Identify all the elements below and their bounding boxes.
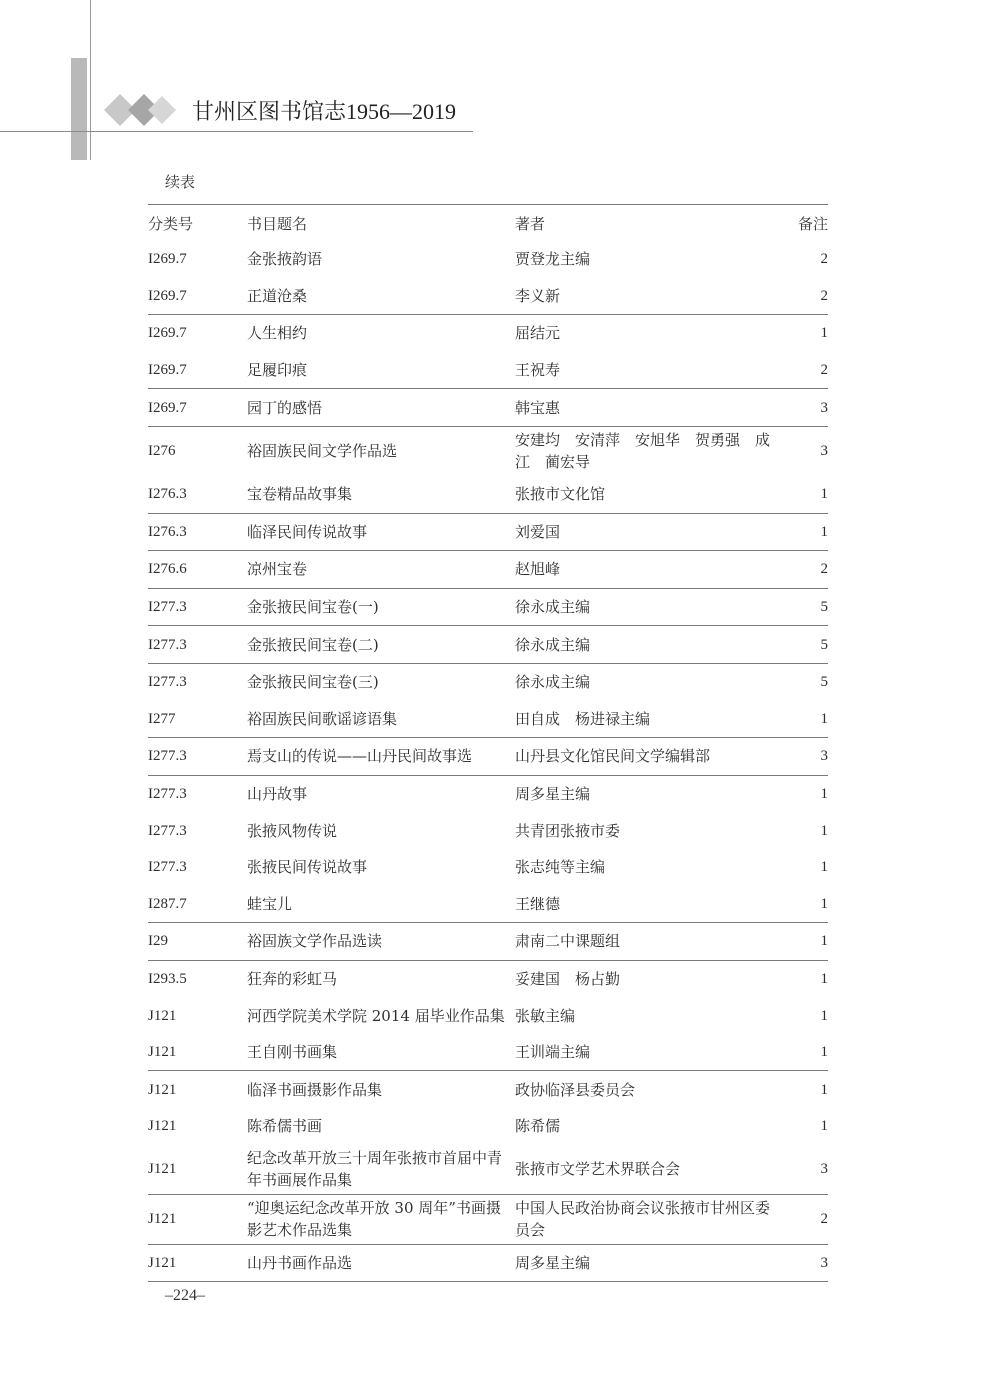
cell-note: 2 [778, 551, 828, 589]
table-row [148, 775, 828, 812]
cell-title: “迎奥运纪念改革开放 30 周年”书画摄影艺术作品选集 [247, 1194, 515, 1244]
cell-author: 徐永成主编 [515, 626, 778, 664]
header-title: 书目题名 [247, 214, 308, 233]
cell-author: 张掖市文化馆 [515, 485, 606, 504]
cell-title: 足履印痕 [247, 361, 308, 380]
table-row [148, 701, 828, 738]
cell-title: 张掖风物传说 [247, 821, 338, 840]
header-vertical-rule [90, 0, 91, 160]
cell-title: 王自刚书画集 [247, 1043, 338, 1062]
cell-author: 肃南二中课题组 [515, 923, 778, 961]
cell-author: 安建均 安清萍 安旭华 贺勇强 成 江 蔺宏导 [515, 426, 778, 476]
cell-note: 3 [778, 389, 828, 427]
header-horizontal-rule [0, 131, 473, 132]
cell-code: I269.7 [148, 287, 187, 304]
cell-title: 狂奔的彩虹马 [247, 960, 515, 997]
cell-code: J121 [148, 1071, 247, 1108]
cell-author: 政协临泽县委员会 [515, 1071, 778, 1108]
header-author: 著者 [515, 214, 546, 233]
cell-note: 1 [778, 923, 828, 961]
cell-code: J121 [148, 1161, 177, 1178]
cell-code: I277.3 [148, 859, 187, 876]
cell-note: 1 [778, 1071, 828, 1108]
cell-note: 2 [820, 251, 828, 268]
table-row [148, 997, 828, 1034]
cell-note: 5 [778, 588, 828, 626]
cell-code: J121 [148, 1007, 177, 1024]
table-row [148, 551, 828, 589]
cell-code: I269.7 [148, 251, 187, 268]
cell-author: 徐永成主编 [515, 588, 778, 626]
cell-title: 裕固族文学作品选读 [247, 923, 515, 961]
diamond-ornament-icon [104, 94, 184, 126]
cell-author: 韩宝惠 [515, 389, 778, 427]
book-title-text: 甘州区图书馆志 [192, 100, 347, 125]
table-row [148, 315, 828, 352]
table-row [148, 738, 828, 776]
cell-note: 3 [778, 426, 828, 476]
cell-title: 临泽民间传说故事 [247, 513, 515, 551]
cell-note: 1 [778, 960, 828, 997]
cell-author: 刘爱国 [515, 513, 778, 551]
cell-title: 蛙宝儿 [247, 894, 293, 913]
page-number: –224– [165, 1287, 205, 1304]
table-row [148, 923, 828, 961]
cell-title: 焉支山的传说——山丹民间故事选 [247, 738, 515, 776]
table-row [148, 663, 828, 700]
cell-title: 凉州宝卷 [247, 551, 515, 589]
cell-author: 张志纯等主编 [515, 858, 606, 877]
cell-code: J121 [148, 1194, 247, 1244]
cell-title: 张掖民间传说故事 [247, 858, 368, 877]
cell-note: 1 [820, 1007, 828, 1024]
cell-author: 赵旭峰 [515, 551, 778, 589]
cell-note: 3 [778, 1244, 828, 1282]
cell-title: 山丹书画作品选 [247, 1244, 515, 1282]
cell-author: 陈希儒 [515, 1117, 561, 1136]
cell-code: I277.3 [148, 663, 247, 700]
cell-note: 1 [778, 513, 828, 551]
cell-author: 王祝寿 [515, 361, 561, 380]
cell-note: 1 [820, 710, 828, 727]
cell-code: J121 [148, 1044, 177, 1061]
header-gray-bar [71, 58, 87, 160]
cell-code: I277.3 [148, 822, 187, 839]
cell-note: 1 [778, 775, 828, 812]
cell-code: I277.3 [148, 775, 247, 812]
cell-note: 1 [820, 1044, 828, 1061]
cell-author: 贾登龙主编 [515, 250, 591, 269]
book-title [192, 95, 456, 126]
table-row [148, 1071, 828, 1108]
table-row [148, 426, 828, 476]
table-row [148, 1244, 828, 1282]
cell-note: 3 [820, 1161, 828, 1178]
cell-title: 正道沧桑 [247, 286, 308, 305]
table-row [148, 241, 828, 278]
header-code: 分类号 [148, 214, 194, 233]
cell-author: 屈结元 [515, 315, 778, 352]
cell-author: 周多星主编 [515, 775, 778, 812]
cell-author: 山丹县文化馆民间文学编辑部 [515, 738, 778, 776]
cell-code: I269.7 [148, 389, 247, 427]
cell-author: 共青团张掖市委 [515, 821, 621, 840]
cell-note: 3 [778, 738, 828, 776]
cell-note: 1 [820, 1118, 828, 1135]
cell-note: 2 [820, 287, 828, 304]
cell-code: I29 [148, 923, 247, 961]
cell-note: 1 [820, 486, 828, 503]
cell-code: J121 [148, 1118, 177, 1135]
table-row [148, 588, 828, 626]
table-row [148, 849, 828, 886]
table-row [148, 1194, 828, 1244]
table-row [148, 1108, 828, 1145]
table-row [148, 626, 828, 664]
table-row [148, 352, 828, 389]
cell-title: 裕固族民间歌谣谚语集 [247, 709, 398, 728]
table-row [148, 278, 828, 315]
cell-note: 2 [820, 362, 828, 379]
cell-title: 宝卷精品故事集 [247, 485, 353, 504]
cell-author: 田自成 杨进禄主编 [515, 709, 651, 728]
cell-code: I276.3 [148, 486, 187, 503]
cell-code: I277.3 [148, 588, 247, 626]
book-title-years: 1956—2019 [346, 99, 457, 124]
cell-title: 金张掖民间宝卷(二) [247, 626, 515, 664]
cell-author: 王训端主编 [515, 1043, 591, 1062]
cell-author: 张敏主编 [515, 1006, 576, 1025]
table-row [148, 1034, 828, 1071]
cell-note: 1 [820, 822, 828, 839]
cell-author: 妥建国 杨占勤 [515, 960, 778, 997]
cell-author: 王继德 [515, 894, 561, 913]
cell-code: I276 [148, 426, 247, 476]
table-body [148, 241, 828, 1282]
cell-note: 2 [778, 1194, 828, 1244]
cell-title: 临泽书画摄影作品集 [247, 1071, 515, 1108]
cell-code: I277.3 [148, 738, 247, 776]
cell-code: I269.7 [148, 315, 247, 352]
table-header-row [148, 205, 828, 242]
cell-title: 裕固族民间文学作品选 [247, 426, 515, 476]
cell-code: I269.7 [148, 362, 187, 379]
table-row [148, 886, 828, 923]
cell-title: 金张掖民间宝卷(三) [247, 663, 515, 700]
table-row [148, 513, 828, 551]
cell-title: 纪念改革开放三十周年张掖市首届中青年书画展作品集 [247, 1149, 503, 1190]
cell-title: 陈希儒书画 [247, 1117, 323, 1136]
cell-title: 金张掖韵语 [247, 250, 323, 269]
cell-author: 张掖市文学艺术界联合会 [515, 1160, 681, 1179]
cell-author: 李义新 [515, 286, 561, 305]
cell-note: 5 [778, 663, 828, 700]
cell-author: 周多星主编 [515, 1244, 778, 1282]
cell-code: I276.3 [148, 513, 247, 551]
cell-title: 金张掖民间宝卷(一) [247, 588, 515, 626]
cell-title: 河西学院美术学院 2014 届毕业作品集 [247, 1006, 505, 1025]
cell-note: 1 [778, 315, 828, 352]
cell-code: J121 [148, 1244, 247, 1282]
cell-note: 1 [820, 859, 828, 876]
cell-title: 人生相约 [247, 315, 515, 352]
table-row [148, 1145, 828, 1195]
table-row [148, 389, 828, 427]
cell-author: 徐永成主编 [515, 663, 778, 700]
table-row [148, 960, 828, 997]
catalog-table [148, 204, 828, 1282]
cell-title: 山丹故事 [247, 775, 515, 812]
cell-author: 中国人民政治协商会议张掖市甘州区委员会 [515, 1194, 778, 1244]
table-row [148, 812, 828, 849]
table-row [148, 476, 828, 513]
cell-note: 5 [778, 626, 828, 664]
cell-code: I277.3 [148, 626, 247, 664]
cell-code: I287.7 [148, 895, 187, 912]
continuation-label: 续表 [165, 173, 196, 191]
cell-title: 园丁的感悟 [247, 389, 515, 427]
cell-code: I277 [148, 710, 176, 727]
cell-code: I293.5 [148, 960, 247, 997]
cell-code: I276.6 [148, 551, 247, 589]
cell-note: 1 [820, 895, 828, 912]
header-note: 备注 [797, 214, 828, 233]
